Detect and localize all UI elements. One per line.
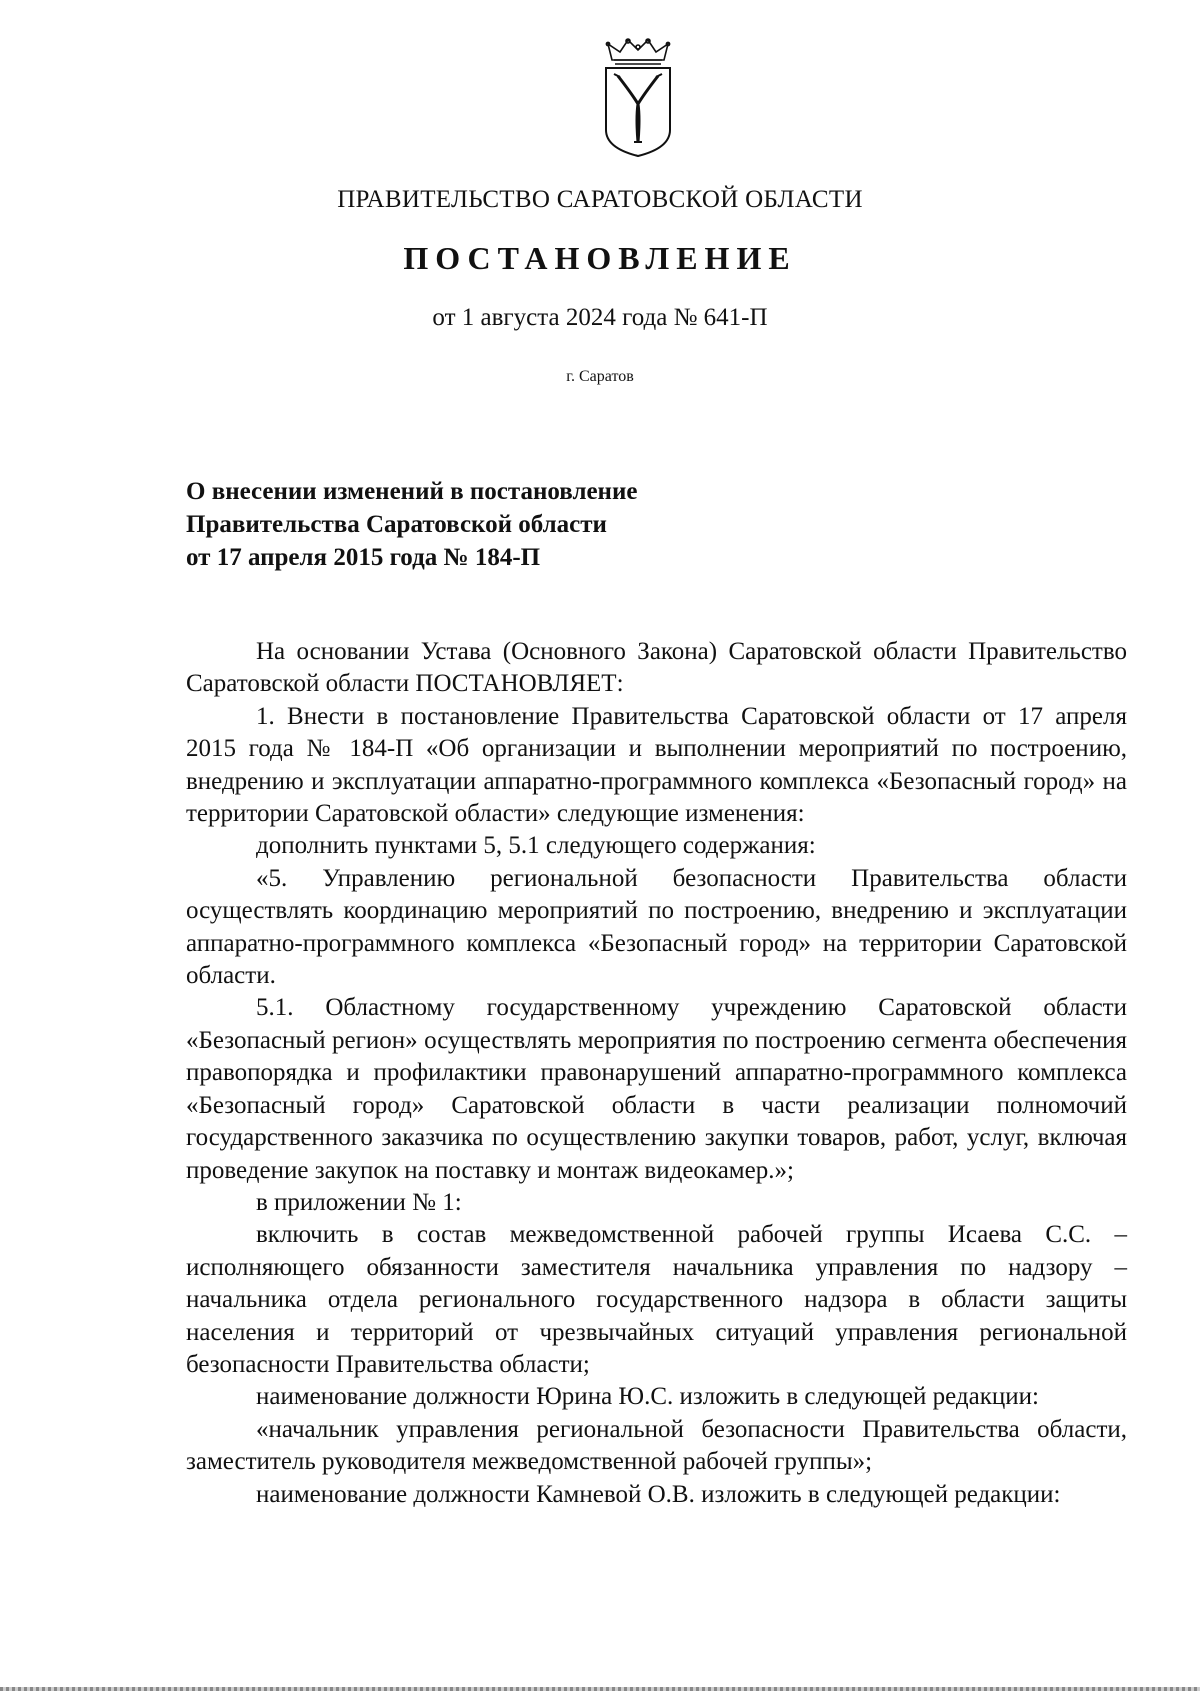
body-paragraph: 1. Внести в постановление Правительства Саратовской области от 17 апреля 2015 года № 184-П «Об организации и выполнении мероприятий по построению, внедрению и эксплуатации аппаратно-программного комплекса «Безопасный город» на территории Саратовской области» следующие изменения: xyxy=(186,702,1127,828)
body-paragraph: наименование должности Юрина Ю.С. изложить в следующей редакции: xyxy=(256,1383,1039,1411)
document-subject xyxy=(186,475,637,574)
subject-line: Правительства Саратовской области xyxy=(186,511,607,538)
subject-line: О внесении изменений в постановление xyxy=(186,478,638,505)
body-paragraph: включить в состав межведомственной рабочей группы Исаева С.С. – исполняющего обязанности заместителя начальника управления по надзору – начальника отдела регионального государственного надзора в области защиты населения и территорий от чрезвычайных ситуаций управления региональной безопасности Правительства области; xyxy=(186,1221,1127,1378)
body-paragraph: дополнить пунктами 5, 5.1 следующего содержания: xyxy=(256,832,816,860)
body-paragraph: «начальник управления региональной безопасности Правительства области, заместитель руководителя межведомственной рабочей группы»; xyxy=(186,1415,1127,1476)
document-city: г. Саратов xyxy=(566,368,634,385)
body-paragraph: 5.1. Областному государственному учреждению Саратовской области «Безопасный регион» осуществлять мероприятия по построению сегмента обеспечения правопорядка и профилактики правонарушений аппаратно-программного комплекса «Безопасный город» Саратовской области в части реализации полномочий государственного заказчика по осуществлению закупки товаров, работ, услуг, включая проведение закупок на поставку и монтаж видеокамер.»; xyxy=(186,994,1127,1184)
subject-line: от 17 апреля 2015 года № 184-П xyxy=(186,544,541,571)
coat-of-arms-icon xyxy=(598,38,678,162)
scan-edge xyxy=(0,1687,1200,1691)
government-name: ПРАВИТЕЛЬСТВО САРАТОВСКОЙ ОБЛАСТИ xyxy=(337,186,863,213)
document-date-number: от 1 августа 2024 года № 641-П xyxy=(432,304,768,331)
body-paragraph: «5. Управлению региональной безопасности Правительства области осуществлять координацию мероприятий по построению, внедрению и эксплуатации аппаратно-программного комплекса «Безопасный город» на территории Саратовской области. xyxy=(186,864,1127,990)
body-paragraph: в приложении № 1: xyxy=(256,1188,462,1216)
document-type: ПОСТАНОВЛЕНИЕ xyxy=(403,240,797,276)
document-body xyxy=(186,636,1127,1511)
body-paragraph: На основании Устава (Основного Закона) Саратовской области Правительство Саратовской области ПОСТАНОВЛЯЕТ: xyxy=(186,638,1127,698)
body-paragraph: наименование должности Камневой О.В. изложить в следующей редакции: xyxy=(256,1480,1061,1508)
